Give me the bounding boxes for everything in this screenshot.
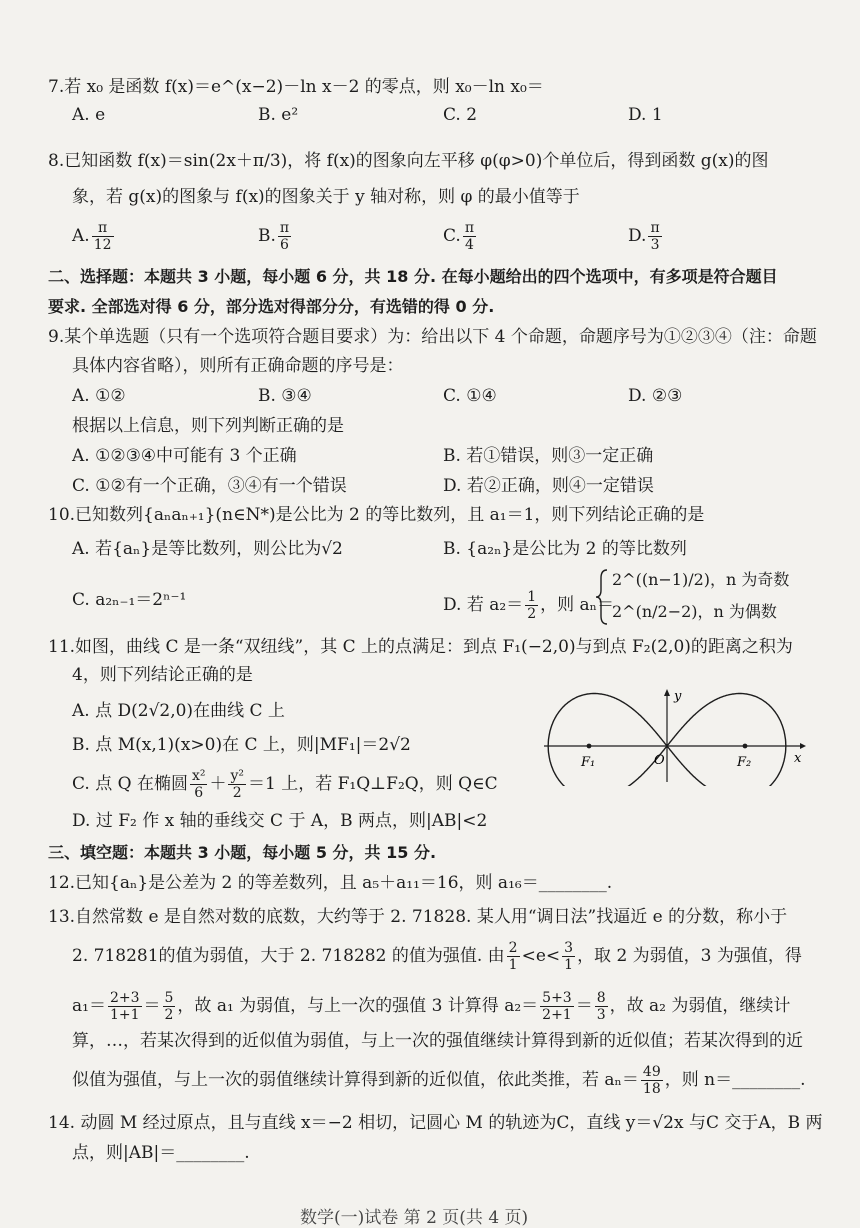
q9-stem-2: 具体内容省略），则所有正确命题的序号是： bbox=[72, 356, 404, 376]
q14-line-2: 点，则|AB|＝________. bbox=[72, 1143, 250, 1163]
q8-stem-2: 象，若 g(x)的图象与 f(x)的图象关于 y 轴对称，则 φ 的最小值等于 bbox=[72, 187, 580, 207]
q10-option-c: C. a₂ₙ₋₁＝2ⁿ⁻¹ bbox=[72, 590, 187, 610]
q13-line-5: 似值为强值，与上一次的弱值继续计算得到新的近似值，依此类推，若 aₙ＝ $\frac{49}{18}$ ，则 n＝________. bbox=[72, 1064, 806, 1097]
q7-option-b: B. e² bbox=[258, 105, 299, 125]
q10-case-odd: 2^((n−1)/2)，n 为奇数 bbox=[612, 570, 790, 589]
q11-option-c: C. 点 Q 在椭圆 $\frac{\text{x²}}{6}$ ＋ $\frac{\text{y²}}{2}$ ＝1 上，若 F₁Q⊥F₂Q，则 Q∈C bbox=[72, 768, 498, 801]
q10-case-even: 2^(n/2−2)，n 为偶数 bbox=[612, 602, 777, 621]
q10-option-b: B. {a₂ₙ}是公比为 2 的等比数列 bbox=[443, 539, 687, 559]
q9-stem-1: 9.某个单选题（只有一个选项符合题目要求）为：给出以下 4 个命题，命题序号为①②③④（注：命题 bbox=[48, 327, 817, 347]
q7-stem: 7.若 x₀ 是函数 f(x)＝e^(x−2)－ln x－2 的零点，则 x₀－ln x₀＝ bbox=[48, 77, 544, 97]
q9-option-c: C. ①②有一个正确，③④有一个错误 bbox=[72, 476, 347, 496]
q9-option-d: D. 若②正确，则④一定错误 bbox=[443, 476, 654, 496]
lemniscate-figure bbox=[540, 686, 810, 786]
q13-line-2: 2. 718281的值为弱值，大于 2. 718282 的值为强值. 由 $\frac{2}{1}$ <e< $\frac{3}{1}$ ，取 2 为弱值，3 为强值，得 bbox=[72, 940, 802, 973]
q9-option-a: A. ①②③④中可能有 3 个正确 bbox=[72, 446, 297, 466]
q9-sub-option-a: A. ①② bbox=[72, 386, 126, 406]
y-axis-label: y bbox=[674, 689, 682, 704]
q13-line-1: 13.自然常数 e 是自然对数的底数，大约等于 2. 71828. 某人用“调日法”找逼近 e 的分数，称小于 bbox=[48, 907, 788, 927]
q9-sub-option-c: C. ①④ bbox=[443, 386, 497, 406]
origin-label: O bbox=[654, 753, 665, 768]
page-footer: 数学(一)试卷 第 2 页(共 4 页) bbox=[300, 1208, 529, 1228]
q11-stem-1: 11.如图，曲线 C 是一条“双纽线”，其 C 上的点满足：到点 F₁(−2,0)与到点 F₂(2,0)的距离之积为 bbox=[48, 637, 793, 657]
q13-line-4: 算，…，若某次得到的近似值为弱值，与上一次的强值继续计算得到新的近似值；若某次得到的近 bbox=[72, 1031, 803, 1051]
y-axis-arrow bbox=[664, 689, 670, 696]
x-axis-label: x bbox=[794, 751, 802, 766]
q9-option-b: B. 若①错误，则③一定正确 bbox=[443, 446, 654, 466]
q11-option-b: B. 点 M(x,1)(x>0)在 C 上，则|MF₁|＝2√2 bbox=[72, 735, 411, 755]
q9-sub-option-b: B. ③④ bbox=[258, 386, 312, 406]
q10-option-d: D. 若 a₂＝ $\frac{1}{2}$ ，则 aₙ＝ bbox=[443, 589, 615, 622]
q8-option-b: B. $\frac{\pi}{6}$ bbox=[258, 220, 290, 253]
q8-option-c: C. $\frac{\pi}{4}$ bbox=[443, 220, 475, 253]
q10-piecewise-brace bbox=[595, 568, 609, 630]
q9-sub-option-d: D. ②③ bbox=[628, 386, 683, 406]
q7-option-a: A. e bbox=[72, 105, 106, 125]
focus-f1-point bbox=[587, 744, 592, 749]
q7-option-c: C. 2 bbox=[443, 105, 478, 125]
q11-option-a: A. 点 D(2√2,0)在曲线 C 上 bbox=[72, 701, 285, 721]
q14-line-1: 14. 动圆 M 经过原点，且与直线 x＝−2 相切，记圆心 M 的轨迹为C，直线 y＝√2x 与C 交于A，B 两 bbox=[48, 1113, 823, 1133]
q8-option-d: D. $\frac{\pi}{3}$ bbox=[628, 220, 660, 253]
q10-option-a: A. 若{aₙ}是等比数列，则公比为√2 bbox=[72, 539, 343, 559]
f1-label: F₁ bbox=[581, 755, 596, 770]
f2-label: F₂ bbox=[737, 755, 752, 770]
section-2-heading-cont: 要求. 全部选对得 6 分，部分选对得部分分，有选错的得 0 分. bbox=[48, 297, 495, 316]
focus-f2-point bbox=[743, 744, 748, 749]
x-axis-arrow bbox=[800, 743, 806, 749]
q8-option-a: A. $\frac{\pi}{12}$ bbox=[72, 220, 112, 253]
q13-line-3: a₁＝ $\frac{2+3}{1+1}$ ＝ $\frac{5}{2}$ ，故 a₁ 为弱值，与上一次的强值 3 计算得 a₂＝ $\frac{5+3}{2+1}$ ＝ $\frac{8}{3}$ ，故 a₂ 为弱值，继续计 bbox=[72, 990, 791, 1023]
q11-option-d: D. 过 F₂ 作 x 轴的垂线交 C 于 A，B 两点，则|AB|<2 bbox=[72, 811, 488, 831]
q7-option-d: D. 1 bbox=[628, 105, 663, 125]
q12-stem: 12.已知{aₙ}是公差为 2 的等差数列，且 a₅＋a₁₁＝16，则 a₁₆＝________. bbox=[48, 873, 613, 893]
q9-ask: 根据以上信息，则下列判断正确的是 bbox=[72, 416, 344, 436]
q10-stem: 10.已知数列{aₙaₙ₊₁}(n∈N*)是公比为 2 的等比数列，且 a₁＝1，则下列结论正确的是 bbox=[48, 505, 705, 525]
section-2-heading: 二、选择题：本题共 3 小题，每小题 6 分，共 18 分. 在每小题给出的四个选项中，有多项是符合题目 bbox=[48, 267, 778, 286]
q8-stem-1: 8.已知函数 f(x)＝sin(2x＋π/3)，将 f(x)的图象向左平移 φ(φ>0)个单位后，得到函数 g(x)的图 bbox=[48, 151, 769, 171]
q11-stem-2: 4，则下列结论正确的是 bbox=[72, 665, 253, 685]
section-3-heading: 三、填空题：本题共 3 小题，每小题 5 分，共 15 分. bbox=[48, 843, 437, 862]
